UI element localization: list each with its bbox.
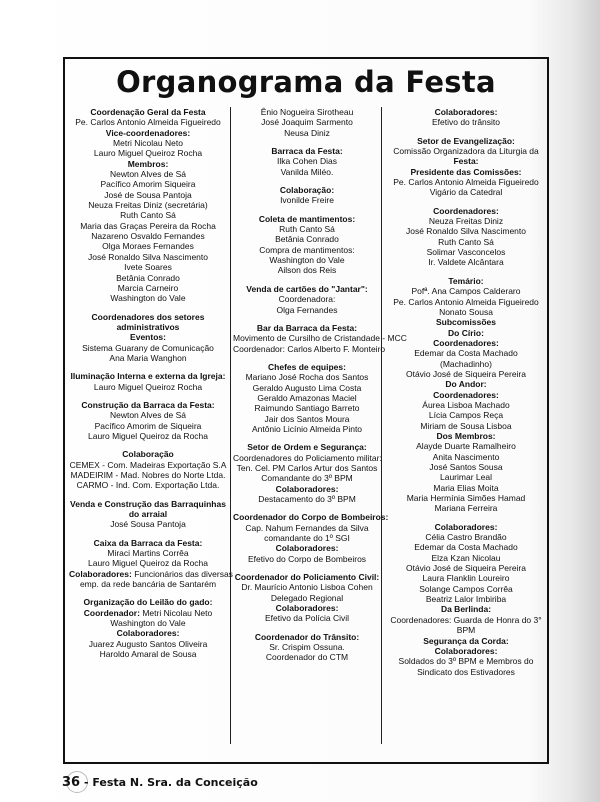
org-line: Pe. Carlos Antonio Almeida Figueiredo <box>75 117 221 128</box>
org-section <box>69 107 227 304</box>
org-heading: Coordenadores: <box>433 205 499 216</box>
org-line: Coordenadores do Policiamento militar: <box>233 452 382 463</box>
org-heading: Iluminação Interna e externa da Igreja: <box>70 371 226 382</box>
org-heading: Chefes de equipes: <box>268 361 346 372</box>
org-line: Mariano José Rocha dos Santos <box>245 372 369 383</box>
org-section <box>233 107 381 138</box>
org-heading: Setor de Evangelização: <box>417 135 515 146</box>
org-line: CEMEX - Com. Madeiras Exportação S.A <box>69 459 227 470</box>
org-line: CARMO - Ind. Com. Exportação Ltda. <box>76 480 220 491</box>
org-line: Vigário da Catedral <box>429 187 503 198</box>
page-footer <box>62 775 258 790</box>
org-line: Metri Nicolau Neto <box>113 138 183 149</box>
org-line: Cap. Nahum Fernandes da Silva <box>245 522 369 533</box>
footer-text: - Festa N. Sra. da Conceição <box>83 776 258 789</box>
org-line: Compra de mantimentos: <box>259 244 355 255</box>
org-line: Ruth Canto Sá <box>120 210 176 221</box>
org-line-label: Coordenador: <box>83 607 140 618</box>
org-line: José Santos Sousa <box>429 462 503 472</box>
org-line: Geraldo Augusto Lima Costa <box>252 382 362 393</box>
page-number: 36 <box>62 775 81 790</box>
column-2 <box>233 107 407 756</box>
org-line: Washington do Vale <box>269 255 345 266</box>
org-line: Ivonilde Freire <box>280 195 334 206</box>
org-line: José Joaquim Sarmento <box>261 117 353 128</box>
org-line: Edemar da Costa Machado <box>414 542 518 553</box>
org-heading: Colaboradores: <box>434 107 498 117</box>
org-line: Alayde Duarte Ramalheiro <box>416 441 516 452</box>
content-frame <box>63 57 549 764</box>
org-line: Soldados do 3º BPM e Membros do <box>398 656 534 667</box>
org-line <box>69 568 233 579</box>
org-section <box>69 371 227 392</box>
org-heading: Venda de cartões do "Jantar": <box>246 283 368 294</box>
org-line: Ênio Nogueira Sirotheau <box>260 107 354 117</box>
org-line: Miriam de Sousa Lisboa <box>420 420 512 431</box>
org-line: Mariana Ferreira <box>434 503 498 514</box>
org-line: Efetivo da Polícia Civil <box>264 613 350 624</box>
org-line: Comissão Organizadora da Liturgia da <box>393 146 539 157</box>
org-line: Movimento de Cursilho de Cristandade - MCC <box>233 333 407 344</box>
org-line: Geraldo Amazonas Maciel <box>257 392 357 403</box>
org-line: Nonato Sousa <box>439 306 493 317</box>
org-section <box>233 322 407 354</box>
org-line: Solimar Vasconcelos <box>426 247 506 258</box>
org-section <box>69 400 227 441</box>
org-section <box>233 362 381 434</box>
org-line: BPM <box>456 625 476 636</box>
org-heading: Colaboradores: <box>275 543 339 554</box>
org-heading: Colaboradores: <box>275 483 339 494</box>
org-line: Washington do Vale <box>110 293 186 304</box>
org-heading: Dos Membros: <box>436 430 496 441</box>
org-heading: Setor de Ordem e Segurança: <box>247 442 367 453</box>
org-line: José Sousa Pantoja <box>110 519 186 530</box>
org-heading: Da Berlinda: <box>440 604 492 615</box>
org-line: Ilka Cohen Dias <box>276 156 337 167</box>
org-line: Coordenador do CTM <box>265 652 349 663</box>
org-line: Ruth Canto Sá <box>279 224 335 235</box>
org-line: Newton Alves de Sá <box>109 410 187 421</box>
org-section <box>233 572 381 624</box>
org-heading: Do Andor: <box>445 379 487 390</box>
org-section <box>69 537 233 590</box>
org-line: Áurea Lisboa Machado <box>422 399 510 410</box>
org-line: Maria Hermínia Simões Hamad <box>406 493 526 504</box>
org-line: Lauro Miguel Queiroz Rocha <box>93 381 203 392</box>
org-line: comandante do 1º SGI <box>264 533 350 544</box>
org-line: Raimundo Santiago Barreto <box>254 403 360 414</box>
org-line: José de Sousa Pantoja <box>104 189 192 200</box>
org-line: Sr. Crispim Ossuna. <box>269 642 345 653</box>
org-line: Ana Maria Wanghon <box>109 352 187 363</box>
column-3 <box>385 107 547 756</box>
org-line: Vanilda Miléo. <box>280 166 334 177</box>
org-heading: Vice-coordenadores: <box>105 127 191 138</box>
org-line: Destacamento do 3º BPM <box>258 494 356 504</box>
org-section <box>385 522 547 677</box>
org-line: Miraci Martins Corrêa <box>107 548 189 559</box>
org-heading: Colaboradores: <box>434 645 498 656</box>
org-line: Neusa Diniz <box>284 127 330 138</box>
org-line: Marcia Carneiro <box>117 282 179 293</box>
org-heading: Coordenador do Trânsito: <box>254 631 360 642</box>
org-heading: Venda e Construção das Barraquinhas <box>70 498 226 509</box>
org-line: Ruth Canto Sá <box>438 236 494 247</box>
org-section <box>233 632 381 663</box>
org-section <box>385 276 547 514</box>
org-line: Dr. Maurício Antonio Lisboa Cohen <box>241 582 373 593</box>
org-section <box>69 449 227 490</box>
org-section <box>233 284 381 315</box>
org-line: Olga Moraes Fernandes <box>102 241 194 252</box>
org-line: Lauro Miguel Queiroz da Rocha <box>87 558 208 569</box>
org-heading: Temário: <box>448 275 484 286</box>
org-line: Pacífico Amorim Siqueira <box>100 179 196 190</box>
org-line: (Machadinho) <box>440 358 492 369</box>
page-title: Organograma da Festa <box>116 65 496 99</box>
org-line: Ten. Cel. PM Carlos Artur dos Santos <box>236 462 378 473</box>
org-heading: Coordenador do Corpo de Bombeiros: <box>233 512 389 523</box>
org-heading: Colaboração: <box>279 185 335 196</box>
org-line: Pacífico Amorim de Siqueira <box>94 420 202 431</box>
org-line: Ailson dos Reis <box>277 265 337 276</box>
org-line: Newton Alves de Sá <box>109 169 187 180</box>
org-heading: Construção da Barraca da Festa: <box>81 399 215 410</box>
org-line: Pe. Carlos Antonio Almeida Figueiredo <box>393 296 539 307</box>
org-line: José Ronaldo Silva Nascimento <box>87 251 208 262</box>
org-line: Sistema Guarany de Comunicação <box>82 342 214 353</box>
org-heading: Presidente das Comissões: <box>410 166 522 177</box>
org-line: MADEIRIM - Mad. Nobres do Norte Ltda. <box>70 470 226 480</box>
org-section <box>233 512 389 564</box>
org-heading: Caixa da Barraca da Festa: <box>93 537 203 548</box>
org-line: Beatriz Lalor Imbiriba <box>425 594 507 605</box>
org-line: Antônio Licínio Almeida Pinto <box>251 423 363 434</box>
org-line: Otávio José de Siqueira Pereira <box>405 368 526 379</box>
org-line: Coordenador: Carlos Alberto F. Monteiro <box>233 343 386 354</box>
org-heading: Coordenadores dos setores <box>91 311 205 322</box>
org-line-label: Colaboradores: <box>69 568 132 579</box>
org-heading: Subcomissões <box>436 317 496 328</box>
org-heading: Colaboradores: <box>275 603 339 614</box>
org-line: Lauro Miguel Queiroz da Rocha <box>87 430 208 441</box>
org-line: Solange Campos Corrêa <box>419 583 513 594</box>
org-heading: Festa: <box>453 156 479 167</box>
org-section <box>233 185 381 206</box>
org-line: Betânia Conrado <box>116 272 180 283</box>
org-heading: Colaboradores: <box>116 628 180 639</box>
org-line: Edemar da Costa Machado <box>414 348 518 359</box>
org-line: Pofª. Ana Campos Calderaro <box>411 286 521 297</box>
org-line: Pe. Carlos Antonio Almeida Figueiredo <box>393 177 539 188</box>
org-section <box>385 136 547 198</box>
org-section <box>69 597 227 659</box>
org-line: Olga Fernandes <box>276 304 338 315</box>
org-line: Betânia Conrado <box>275 234 339 245</box>
org-line: Neuza Freitas Diniz <box>428 216 504 227</box>
org-line: Jair dos Santos Moura <box>264 413 350 424</box>
org-line: Efetivo do trânsito <box>431 117 501 128</box>
org-line: Laurimar Leal <box>440 472 492 483</box>
org-heading: do arraial <box>128 509 168 520</box>
org-line <box>69 608 227 618</box>
org-heading: Eventos: <box>130 332 166 343</box>
org-line: Ir. Valdete Alcântara <box>428 257 504 268</box>
org-heading: Bar da Barraca da Festa: <box>256 322 358 333</box>
org-line: Elza Kzan Nicolau <box>431 552 501 563</box>
org-section <box>233 214 381 276</box>
org-line-text: Metri Nicolau Neto <box>139 607 213 618</box>
org-line: Coordenadores: Guarda de Honra do 3° <box>390 614 542 625</box>
org-line: Otávio José de Siqueira Pereira <box>405 563 526 574</box>
org-heading: Colaboradores: <box>434 521 498 532</box>
org-heading: Do Círio: <box>448 327 484 338</box>
org-section <box>385 107 547 128</box>
column-divider <box>230 107 231 744</box>
org-heading: Membros: <box>127 158 169 169</box>
org-line: Maria Elias Moita <box>433 482 499 493</box>
column-1 <box>69 107 233 756</box>
org-heading: Coordenador do Policiamento Civil: <box>234 572 380 583</box>
org-line: Juarez Augusto Santos Oliveira <box>88 638 208 649</box>
org-line: Maria das Graças Pereira da Rocha <box>80 220 216 231</box>
org-line: Nazareno Osvaldo Fernandes <box>91 231 205 242</box>
org-line: Laura Flanklin Loureiro <box>422 573 510 584</box>
org-line: Lícia Campos Reça <box>428 410 504 421</box>
org-line: José Ronaldo Silva Nascimento <box>405 226 526 237</box>
org-heading: Coleta de mantimentos: <box>258 213 356 224</box>
org-line: Anita Nascimento <box>432 451 500 462</box>
org-line: Lauro Miguel Queiroz Rocha <box>93 148 203 159</box>
org-line: Ivete Soares <box>124 262 172 273</box>
org-heading: Colaboração <box>122 449 174 460</box>
org-section <box>233 146 381 177</box>
org-line: Neuza Freitas Diniz (secretária) <box>88 200 208 211</box>
org-line: Coordenadora: <box>278 294 336 305</box>
org-heading: Coordenadores: <box>433 337 499 348</box>
org-line: Comandante do 3º BPM <box>261 473 353 484</box>
org-heading: Coordenadores: <box>433 389 499 400</box>
org-heading: Barraca da Festa: <box>271 146 343 157</box>
org-section <box>233 442 381 504</box>
org-line: emp. da rede bancária de Santarém <box>79 579 217 590</box>
org-line: Sindicato dos Estivadores <box>417 666 515 677</box>
org-section <box>69 499 227 530</box>
org-heading: Segurança da Corda: <box>423 635 509 646</box>
org-heading: Coordenação Geral da Festa <box>90 107 206 117</box>
org-line: Célia Castro Brandão <box>425 532 507 543</box>
org-section <box>385 206 547 268</box>
org-line: Washington do Vale <box>110 618 186 629</box>
column-divider <box>381 107 382 744</box>
org-heading: Organização do Leilão do gado: <box>83 597 213 608</box>
org-heading: administrativos <box>116 321 180 332</box>
org-section <box>69 312 227 364</box>
org-line: Haroldo Amaral de Sousa <box>99 649 197 660</box>
org-line: Delegado Regional <box>270 592 344 603</box>
org-line: Efetivo do Corpo de Bombeiros <box>247 553 367 564</box>
org-line-text: Funcionários das diversas <box>131 568 233 579</box>
